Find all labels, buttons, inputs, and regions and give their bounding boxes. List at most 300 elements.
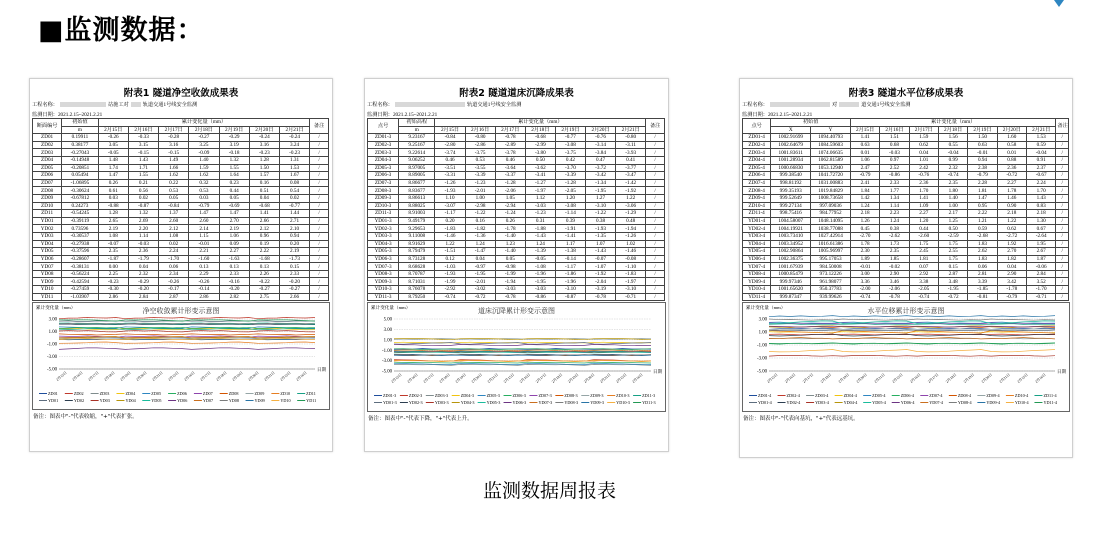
table-row: [33, 164, 329, 172]
table-cell: 1002.64679: [771, 141, 811, 149]
table-cell: 1.87: [1027, 255, 1056, 263]
legend-label: ZD09-4: [986, 393, 1000, 399]
table-cell: /: [310, 217, 329, 225]
table-cell: /: [310, 263, 329, 271]
table-cell: /: [310, 232, 329, 240]
table-cell: 2.82: [219, 293, 249, 301]
legend-label: ZD02: [73, 391, 84, 397]
trend-chart: [367, 302, 666, 412]
date-header: 2月17日: [495, 126, 525, 134]
table-cell: 1004.19921: [771, 225, 811, 233]
table-cell: 0.05: [159, 194, 189, 202]
table-cell: ZD06-4: [743, 172, 771, 180]
x-tick-label: 2月17日: [422, 372, 435, 385]
table-cell: 2.70: [997, 248, 1026, 256]
table-cell: /: [310, 202, 329, 210]
legend-label: ZD08-4: [957, 393, 972, 399]
table-cell: /: [310, 225, 329, 233]
table-cell: 2.47: [850, 164, 879, 172]
table-cell: /: [646, 225, 665, 233]
table-cell: 2.14: [189, 225, 219, 233]
table-cell: 2.52: [880, 164, 909, 172]
table-cell: -0.14: [189, 286, 219, 294]
table-cell: YD05-4: [743, 248, 771, 256]
table-cell: 1.10: [435, 194, 465, 202]
table-cell: 0.56: [128, 187, 158, 195]
x-tick-label: 2月20日: [855, 372, 868, 385]
legend-label: ZD11: [306, 391, 316, 397]
table-cell: 0.41: [616, 156, 646, 164]
table-cell: -1.14: [555, 210, 585, 218]
table-cell: -3.75: [465, 149, 495, 157]
table-cell: 1002.90864: [771, 248, 811, 256]
table-row: [33, 286, 329, 294]
table-cell: 0.67: [1027, 225, 1056, 233]
table-cell: 0.94: [968, 156, 997, 164]
table-cell: 0.06: [968, 263, 997, 271]
table-cell: 2.12: [249, 225, 279, 233]
table-cell: -2.01: [465, 278, 495, 286]
series-line: [59, 331, 315, 332]
y-tick-label: -3.00: [47, 355, 57, 361]
table-cell: YD10-3: [368, 286, 399, 294]
table-cell: 2.65: [98, 217, 128, 225]
table-cell: 0.03: [189, 194, 219, 202]
table-cell: -0.78: [495, 293, 525, 301]
table-cell: 1.48: [98, 156, 128, 164]
table-row: [368, 194, 665, 202]
table-cell: 0.13: [249, 263, 279, 271]
table-cell: -1.10: [616, 263, 646, 271]
table-row: [368, 202, 665, 210]
table-cell: 1074.06635: [811, 149, 851, 157]
table-cell: 2.35: [98, 248, 128, 256]
table-cell: /: [646, 179, 665, 187]
table-cell: 2.12: [159, 225, 189, 233]
col-header-remark: 备注: [1056, 119, 1069, 134]
table-cell: -0.81: [968, 293, 997, 301]
table-cell: 0.31: [525, 217, 555, 225]
table-cell: 2.20: [128, 225, 158, 233]
col-header-init: 初始值: [62, 119, 98, 127]
table-cell: -3.08: [555, 202, 585, 210]
table-cell: -1.46: [435, 232, 465, 240]
y-tick-label: -1.00: [47, 342, 57, 348]
series-line: [769, 329, 1055, 330]
table-cell: 2.84: [128, 293, 158, 301]
table-cell: YD04-4: [743, 240, 771, 248]
table-cell: -3.75: [555, 149, 585, 157]
table-cell: 2.25: [98, 270, 128, 278]
x-tick-label: 2月15日: [167, 370, 180, 383]
table-cell: -0.06: [1027, 263, 1056, 271]
table-cell: 2.41: [850, 179, 879, 187]
table-cell: 1.47: [219, 210, 249, 218]
table-cell: 1.00: [465, 194, 495, 202]
table-cell: YD10: [33, 286, 62, 294]
table-cell: -0.14948: [62, 156, 98, 164]
x-axis-unit: 日期: [653, 369, 663, 375]
table-cell: 2.86: [98, 293, 128, 301]
table-row: [743, 156, 1069, 164]
series-line: [769, 350, 1055, 352]
table-row: [368, 172, 665, 180]
table-cell: -2.06: [495, 187, 525, 195]
table-cell: /: [646, 187, 665, 195]
corner-logo-icon: [1050, 0, 1068, 8]
table-cell: 2.66: [279, 293, 309, 301]
table-cell: -0.24: [249, 134, 279, 142]
table-cell: 0.46: [495, 156, 525, 164]
table-cell: ZD11: [33, 210, 62, 218]
table-cell: 1.74: [98, 164, 128, 172]
project-line: 工程名称： 站施工对 轨道交通1号线安全监测: [32, 102, 198, 108]
table-cell: 3.00: [850, 270, 879, 278]
table-cell: 1.46: [997, 194, 1026, 202]
table-cell: -0.24: [279, 134, 309, 142]
table-cell: -0.77: [555, 134, 585, 142]
table-cell: -1.95: [525, 278, 555, 286]
col-header-change: 累计变化量（mm）: [98, 119, 310, 127]
legend-label: ZD09: [254, 391, 265, 397]
col-header-init: 初始值: [771, 119, 851, 127]
date-header: 2月20日: [249, 126, 279, 134]
legend-label: ZD11-4: [1043, 393, 1057, 399]
chart-title: 水平位移累计形变示意图: [867, 307, 945, 316]
table-cell: ZD08: [33, 187, 62, 195]
table-cell: 950.37783: [811, 286, 851, 294]
table-cell: 0.96: [249, 232, 279, 240]
table-cell: 1.80: [938, 187, 967, 195]
table-cell: -1.23: [465, 179, 495, 187]
table-cell: 1.27: [586, 194, 616, 202]
table-row: [743, 270, 1069, 278]
table-cell: -3.08: [555, 141, 585, 149]
table-cell: 1.17: [555, 240, 585, 248]
x-tick-label: 2月16日: [71, 370, 84, 383]
x-tick-label: 2月18日: [215, 370, 228, 383]
legend-label: YD05-4: [872, 400, 886, 406]
table-cell: -1.28: [495, 179, 525, 187]
table-body: [368, 134, 665, 301]
table-cell: /: [646, 278, 665, 286]
legend-label: ZD07-4: [929, 393, 943, 399]
table-cell: ZD05: [33, 164, 62, 172]
table-cell: -3.84: [586, 149, 616, 157]
y-tick-label: 5.00: [383, 317, 392, 323]
table-row: [33, 248, 329, 256]
table-cell: 1.53: [279, 164, 309, 172]
table-cell: -1.08: [525, 263, 555, 271]
table-cell: /: [646, 202, 665, 210]
table-cell: -3.10: [555, 286, 585, 294]
table-cell: -1.92: [616, 187, 646, 195]
table-cell: -0.28: [159, 134, 189, 142]
table-cell: 0.16: [249, 179, 279, 187]
table-cell: -0.08: [616, 255, 646, 263]
legend-label: ZD05: [151, 391, 162, 397]
table-cell: -1.78: [997, 286, 1026, 294]
table-cell: -0.68: [525, 134, 555, 142]
table-cell: 2.24: [1027, 179, 1056, 187]
table-cell: 0.50: [525, 156, 555, 164]
table-cell: 0.04: [128, 263, 158, 271]
table-cell: /: [646, 248, 665, 256]
date-header: 2月21日: [1027, 126, 1056, 134]
table-row: [368, 217, 665, 225]
table-cell: /: [646, 149, 665, 157]
table-row: [33, 225, 329, 233]
table-cell: -0.20: [128, 286, 158, 294]
table-cell: -0.04: [938, 149, 967, 157]
table-cell: -2.64: [1027, 232, 1056, 240]
table-cell: 2.67: [1027, 248, 1056, 256]
table-cell: 1.77: [880, 187, 909, 195]
table-cell: 1.14: [880, 202, 909, 210]
table-cell: 1008.73658: [811, 194, 851, 202]
date-line: 监测日期：2021.2.15~2021.2.21: [367, 111, 438, 118]
table-cell: 9.11008: [399, 232, 435, 240]
table-cell: -0.84: [435, 134, 465, 142]
table-cell: -3.37: [495, 172, 525, 180]
table-cell: YD08: [33, 270, 62, 278]
table-cell: -2.68: [968, 232, 997, 240]
legend-label: ZD06-4: [900, 393, 914, 399]
table-cell: -3.03: [495, 286, 525, 294]
table-cell: /: [1056, 194, 1069, 202]
table-cell: -3.70: [555, 164, 585, 172]
table-cell: 1062.81589: [811, 156, 851, 164]
table-cell: 0.62: [997, 225, 1026, 233]
table-cell: ZD08-3: [368, 187, 399, 195]
table-cell: 1005.96997: [811, 248, 851, 256]
x-tick-label: 2月21日: [151, 370, 164, 383]
sheet-horizontal: [739, 78, 1073, 458]
table-cell: 1.81: [909, 255, 938, 263]
table-cell: ZD07-3: [368, 179, 399, 187]
table-cell: -3.03: [525, 286, 555, 294]
table-cell: 0.55: [938, 141, 967, 149]
table-cell: 8.91003: [399, 210, 435, 218]
table-cell: 0.02: [159, 240, 189, 248]
table-row: [368, 293, 665, 301]
sheet-title: 附表2 隧道道床沉降成果表: [459, 88, 574, 99]
x-tick-label: 2月16日: [1034, 372, 1047, 385]
table-cell: -1.36: [465, 232, 495, 240]
table-cell: -2.98: [465, 202, 495, 210]
sheet-settlement: [364, 78, 669, 452]
note-text: 备注：图表中"-"代表下降，"+"代表上升。: [368, 416, 473, 423]
table-cell: /: [1056, 164, 1069, 172]
legend-label: YD10-3: [616, 400, 630, 406]
table-cell: -3.78: [495, 149, 525, 157]
table-cell: -3.11: [616, 141, 646, 149]
x-tick-label: 2月20日: [247, 370, 260, 383]
table-cell: 2.17: [938, 210, 967, 218]
table-cell: -0.29: [219, 134, 249, 142]
table-cell: -0.68: [249, 202, 279, 210]
table-cell: 0.32: [189, 179, 219, 187]
chart-ylabel: 累计变化量（mm）: [36, 305, 76, 311]
table-cell: 3.05: [98, 141, 128, 149]
table-cell: 1002.36375: [771, 255, 811, 263]
x-tick-label: 2月15日: [766, 372, 779, 385]
table-cell: 1.59: [909, 134, 938, 142]
legend-label: YD09-4: [986, 400, 1001, 406]
table-cell: ZD02-3: [368, 141, 399, 149]
table-cell: 2.60: [159, 217, 189, 225]
table-cell: -0.03: [128, 240, 158, 248]
table-cell: 2.30: [850, 248, 879, 256]
table-cell: 9.29653: [399, 225, 435, 233]
table-cell: 8.76078: [399, 286, 435, 294]
legend-label: YD07-4: [929, 400, 944, 406]
table-cell: 1.09: [909, 202, 938, 210]
table-cell: /: [1056, 179, 1069, 187]
table-cell: 1.50: [968, 134, 997, 142]
date-header: 2月18日: [938, 126, 967, 134]
table-cell: -0.67812: [62, 194, 98, 202]
y-tick-label: 3.00: [48, 317, 57, 323]
table-cell: 2.71: [279, 217, 309, 225]
table-cell: -0.72: [465, 293, 495, 301]
table-cell: 2.35: [938, 179, 967, 187]
table-cell: 8.91629: [399, 240, 435, 248]
table-cell: -2.05: [909, 286, 938, 294]
table-cell: -1.34: [586, 179, 616, 187]
table-cell: YD02: [33, 225, 62, 233]
date-header-row: X Y 2月15日 2月16日 2月17日 2月18日 2月19日 2月20日 2月21日: [743, 126, 1069, 134]
table-cell: -1.82: [465, 225, 495, 233]
table-cell: -0.86: [525, 293, 555, 301]
table-cell: /: [646, 293, 665, 301]
table-cell: /: [1056, 255, 1069, 263]
legend-label: ZD10-3: [616, 393, 630, 399]
table-cell: 1.51: [880, 134, 909, 142]
table-cell: 8.71031: [399, 278, 435, 286]
table-row: [743, 240, 1069, 248]
table-cell: ZD06-3: [368, 172, 399, 180]
table-cell: -3.06: [616, 202, 646, 210]
date-header: 2月17日: [159, 126, 189, 134]
table-cell: -0.18: [219, 149, 249, 157]
table-cell: 0.61: [98, 187, 128, 195]
table-cell: /: [310, 278, 329, 286]
table-cell: 1.41: [249, 210, 279, 218]
table-cell: -3.51: [435, 164, 465, 172]
table-cell: 3.24: [279, 141, 309, 149]
table-cell: 2.32: [938, 164, 967, 172]
table-cell: /: [646, 141, 665, 149]
legend-label: YD10-4: [1014, 400, 1029, 406]
table-cell: /: [646, 263, 665, 271]
table-cell: 2.10: [279, 225, 309, 233]
table-cell: 0.94: [279, 232, 309, 240]
table-cell: 0.09: [219, 240, 249, 248]
table-cell: -1.06895: [62, 179, 98, 187]
table-cell: /: [310, 286, 329, 294]
table-cell: YD03-4: [743, 232, 771, 240]
table-cell: /: [1056, 134, 1069, 142]
table-cell: -2.72: [997, 232, 1026, 240]
table-cell: -0.16: [219, 278, 249, 286]
table-cell: 0.21: [128, 179, 158, 187]
table-cell: -0.78: [586, 293, 616, 301]
legend-label: YD08-4: [957, 400, 972, 406]
table-cell: -0.39119: [62, 217, 98, 225]
table-row: [743, 232, 1069, 240]
table-cell: 0.42: [555, 156, 585, 164]
table-cell: -0.01: [850, 263, 879, 271]
table-cell: 995.17053: [811, 255, 851, 263]
legend-label: YD06: [177, 398, 188, 404]
table-cell: 0.23: [219, 179, 249, 187]
legend-label: YD02-3: [408, 400, 423, 406]
series-line: [769, 316, 1055, 317]
table-cell: -3.42: [586, 172, 616, 180]
table-cell: -1.26: [435, 179, 465, 187]
table-row: [743, 225, 1069, 233]
table-row: [743, 210, 1069, 218]
table-cell: 0.19911: [62, 134, 98, 142]
table-cell: 1.83: [968, 255, 997, 263]
table-cell: -0.23: [279, 149, 309, 157]
table-cell: -0.71: [1027, 293, 1056, 301]
x-tick-label: 2月15日: [55, 370, 68, 383]
table-cell: /: [310, 194, 329, 202]
table-cell: 0.53: [159, 187, 189, 195]
table-cell: 2.35: [880, 248, 909, 256]
table-cell: 2.86: [189, 293, 219, 301]
table-cell: /: [646, 210, 665, 218]
table-cell: -0.03: [880, 149, 909, 157]
table-cell: 1.26: [850, 217, 879, 225]
table-cell: 1084.59603: [811, 141, 851, 149]
date-header: 2月20日: [586, 126, 616, 134]
table-cell: -1.78: [495, 225, 525, 233]
table-cell: -3.39: [465, 172, 495, 180]
table-row: [743, 202, 1069, 210]
table-cell: -0.30624: [62, 187, 98, 195]
table-row: [33, 149, 329, 157]
col-header-init: 初始高程: [399, 119, 435, 127]
table-cell: 1.24: [465, 240, 495, 248]
legend-label: ZD04-3: [460, 393, 474, 399]
table-cell: /: [1056, 156, 1069, 164]
legend-label: ZD03: [99, 391, 110, 397]
table-cell: /: [646, 286, 665, 294]
table-cell: -1.38: [555, 248, 585, 256]
table-cell: 1.06: [850, 156, 879, 164]
table-cell: ZD05-4: [743, 164, 771, 172]
table-cell: 1.66: [159, 164, 189, 172]
table-cell: -2.70: [850, 232, 879, 240]
table-cell: -1.60: [189, 255, 219, 263]
table-cell: 1.41: [850, 134, 879, 142]
table-row: [368, 134, 665, 142]
legend-label: ZD01: [48, 391, 58, 397]
table-cell: 0.05: [495, 255, 525, 263]
table-cell: /: [310, 179, 329, 187]
table-cell: -0.04: [1027, 149, 1056, 157]
legend-label: ZD07: [202, 391, 213, 397]
table-cell: ZD02-4: [743, 141, 771, 149]
trend-chart: [742, 302, 1070, 412]
table-cell: -0.01: [968, 149, 997, 157]
table-cell: 9.22614: [399, 149, 435, 157]
table-row: [33, 156, 329, 164]
table-cell: 1.70: [909, 187, 938, 195]
